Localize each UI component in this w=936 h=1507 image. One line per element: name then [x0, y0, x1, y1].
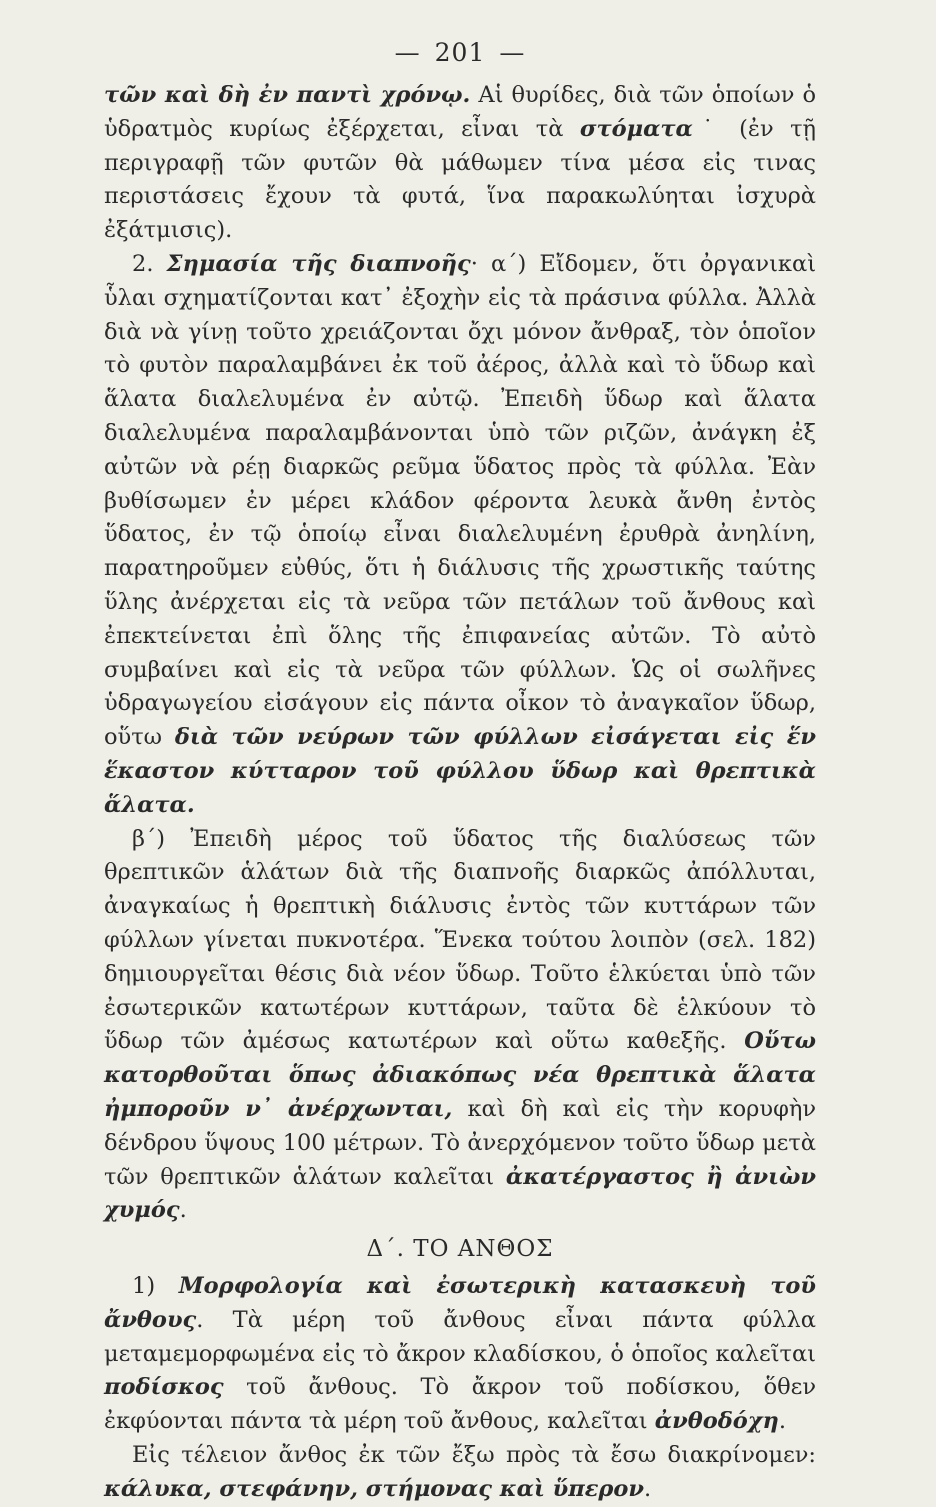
paragraph-2-heading: Σημασία τῆς διαπνοῆς: [166, 250, 471, 277]
paragraph-1: [104, 79, 816, 248]
paragraph-4-heading: Μορφολογία καὶ ἐσωτερικὴ κατασκευὴ τοῦ ἄνθους: [104, 1273, 816, 1333]
paragraph-2-emphasis: διὰ τῶν νεύρων τῶν φύλλων εἰσάγεται εἰς ἕν ἕκαστον κύτταρον τοῦ φύλλου ὕδωρ καὶ θρεπτικὰ ἅλατα.: [104, 724, 816, 818]
paragraph-2: [104, 248, 816, 823]
term-podiskos: ποδίσκος: [104, 1374, 224, 1401]
paragraph-4-number: 1): [132, 1273, 179, 1300]
paragraph-5-end: .: [644, 1475, 652, 1502]
paragraph-3-emphasis: Οὕτω κατορθοῦται ὅπως ἀδιακόπως νέα θρεπτικὰ ἅλατα ἠμποροῦν ν᾿ ἀνέρχωνται,: [104, 1028, 816, 1122]
paragraph-5: [104, 1439, 816, 1507]
flower-parts-list: κάλυκα, στεφάνην, στήμονας καὶ ὕπερον: [104, 1475, 644, 1502]
paragraph-3: [104, 823, 816, 1229]
paragraph-3-text-2: καὶ δὴ καὶ εἰς τὴν κορυφὴν δένδρου ὕψους 100 μέτρων. Τὸ ἀνερχόμενον τοῦτο ὕδωρ μετὰ τῶν θρεπτικῶν ἁλάτων καλεῖται: [104, 1095, 816, 1190]
paragraph-1-text: Αἱ θυρίδες, διὰ τῶν ὁποίων ὁ ὑδρατμὸς κυρίως ἐξέρχεται, εἶναι τὰ: [104, 82, 816, 142]
page-number: [104, 38, 816, 67]
paragraph-2-number: 2.: [132, 250, 167, 277]
page-number-dash-right: —: [499, 38, 526, 67]
paragraph-4-end: .: [778, 1408, 787, 1435]
section-title: Δ΄. ΤΟ ΑΝΘΟΣ: [366, 1236, 554, 1263]
paragraph-1-lead: τῶν καὶ δὴ ἐν παντὶ χρόνῳ.: [104, 82, 471, 108]
page-number-value: 201: [434, 38, 486, 67]
term-stomata: στόματα: [579, 115, 693, 142]
paragraph-5-text: Εἰς τέλειον ἄνθος ἐκ τῶν ἔξω πρὸς τὰ ἔσω διακρίνομεν:: [132, 1442, 816, 1469]
paragraph-3-end: .: [179, 1197, 187, 1224]
paragraph-4-text-2: τοῦ ἄνθους. Τὸ ἄκρον τοῦ ποδίσκου, ὅθεν ἐκφύονται πάντα τὰ μέρη τοῦ ἄνθους, καλεῖται: [104, 1374, 816, 1435]
paragraph-1-text-2: ˙ (ἐν τῇ περιγραφῇ τῶν φυτῶν θὰ μάθωμεν τίνα μέσα εἰς τινας περιστάσεις ἔχουν τὰ φυτά, ἵνα παρακωλύηται ἰσχυρὰ ἐξάτμισις).: [104, 115, 816, 244]
term-anthodochi: ἀνθοδόχη: [654, 1408, 779, 1435]
paragraph-2-text: · α΄) Εἴδομεν, ὅτι ὀργανικαὶ ὗλαι σχηματίζονται κατ᾿ ἐξοχὴν εἰς τὰ πράσινα φύλλα. Ἀλλὰ διὰ νὰ γίνῃ τοῦτο χρειάζονται ὄχι μόνον ἄνθραξ, τὸν ὁποῖον τὸ φυτὸν παραλαμβάνει ἐκ τοῦ ἀέρος, ἀλλὰ καὶ τὸ ὕδωρ καὶ ἅλατα διαλελυμένα ἐν αὐτῷ. Ἐπειδὴ ὕδωρ καὶ ἅλατα διαλελυμένα παραλαμβάνονται ὑπὸ τῶν ριζῶν, ἀνάγκη ἐξ αὐτῶν νὰ ρέῃ διαρκῶς ρεῦμα ὕδατος πρὸς τὰ φύλλα. Ἐὰν βυθίσωμεν ἐν μέρει κλάδον φέροντα λευκὰ ἄνθη ἐντὸς ὕδατος, ἐν τῷ ὁποίῳ εἶναι διαλελυμένη ἐρυθρὰ ἀνηλίνη, παρατηροῦμεν εὐθύς, ὅτι ἡ διάλυσις τῆς χρωστικῆς ταύτης ὕλης ἀνέρχεται εἰς τὰ νεῦρα τῶν πετάλων τοῦ ἄνθους καὶ ἐπεκτείνεται ἐπὶ ὅλης τῆς ἐπιφανείας αὐτῶν. Τὸ αὐτὸ συμβαίνει καὶ εἰς τὰ νεῦρα τῶν φύλλων. Ὡς οἱ σωλῆνες ὑδραγωγείου εἰσάγουν εἰς πάντα οἶκον τὸ ἀναγκαῖον ὕδωρ, οὕτω: [104, 250, 817, 751]
paragraph-4-text: . Τὰ μέρη τοῦ ἄνθους εἶναι πάντα φύλλα μεταμεμορφωμένα εἰς τὸ ἄκρον κλαδίσκου, ὁ ὁποῖος καλεῖται: [104, 1306, 816, 1367]
term-raw-sap: ἀκατέργαστος ἢ ἀνιὼν χυμός: [104, 1163, 816, 1224]
page-number-dash-left: —: [394, 38, 421, 67]
paragraph-4: [104, 1270, 816, 1439]
paragraph-3-text: β΄) Ἐπειδὴ μέρος τοῦ ὕδατος τῆς διαλύσεως τῶν θρεπτικῶν ἁλάτων διὰ τῆς διαπνοῆς διαρκῶς ἀπόλλυται, ἀναγκαίως ἡ θρεπτικὴ διάλυσις ἐντὸς τῶν κυττάρων τῶν φύλλων γίνεται πυκνοτέρα. Ἕνεκα τούτου λοιπὸν (σελ. 182) δημιουργεῖται θέσις διὰ νέον ὕδωρ. Τοῦτο ἑλκύεται ὑπὸ τῶν ἐσωτερικῶν κατωτέρων κυττάρων, ταῦτα δὲ ἑλκύουν τὸ ὕδωρ τῶν ἀμέσως κατωτέρων καὶ οὕτω καθεξῆς.: [104, 825, 816, 1055]
